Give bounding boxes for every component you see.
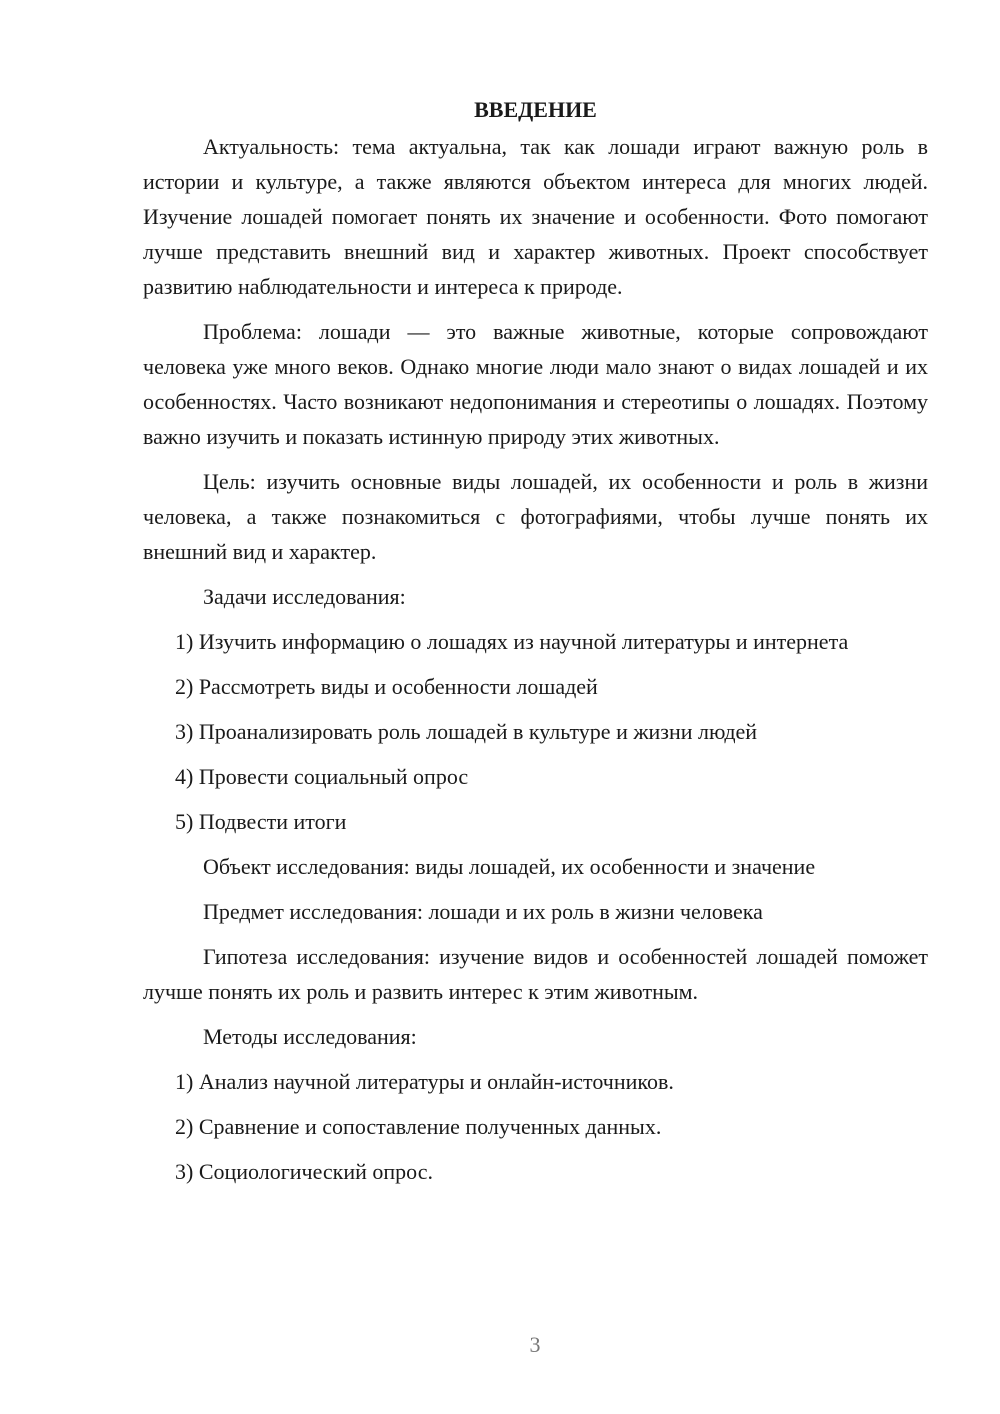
hypothesis-paragraph: Гипотеза исследования: изучение видов и особенностей лошадей поможет лучше понять их роль и развить интерес к этим животным. xyxy=(143,944,928,1004)
task-item: 2) Рассмотреть виды и особенности лошадей xyxy=(175,674,598,699)
research-subject: Предмет исследования: лошади и их роль в жизни человека xyxy=(203,899,763,924)
relevance-paragraph: Актуальность: тема актуальна, так как лошади играют важную роль в истории и культуре, а также являются объектом интереса для многих людей. Изучение лошадей помогает понять их значение и особенности. Фото помогают лучше представить внешний вид и характер животных. Проект способствует развитию наблюдательности и интереса к природе. xyxy=(143,134,928,299)
goal-paragraph: Цель: изучить основные виды лошадей, их особенности и роль в жизни человека, а также познакомиться с фотографиями, чтобы лучше понять их внешний вид и характер. xyxy=(143,469,928,564)
method-item: 1) Анализ научной литературы и онлайн-источников. xyxy=(175,1069,674,1094)
task-item: 5) Подвести итоги xyxy=(175,809,347,834)
task-item: 3) Проанализировать роль лошадей в культуре и жизни людей xyxy=(175,719,758,744)
method-item: 3) Социологический опрос. xyxy=(175,1159,433,1184)
page-number: 3 xyxy=(529,1332,541,1357)
problem-paragraph: Проблема: лошади — это важные животные, которые сопровождают человека уже много веков. Однако многие люди мало знают о видах лошадей и их особенностях. Часто возникают недопонимания и стереотипы о лошадях. Поэтому важно изучить и показать истинную природу этих животных. xyxy=(143,319,928,449)
task-item: 4) Провести социальный опрос xyxy=(175,764,469,789)
methods-heading: Методы исследования: xyxy=(203,1024,417,1049)
document-page xyxy=(143,92,928,1199)
section-title: ВВЕДЕНИЕ xyxy=(474,97,597,122)
research-object: Объект исследования: виды лошадей, их особенности и значение xyxy=(203,854,816,879)
task-item: 1) Изучить информацию о лошадях из научной литературы и интернета xyxy=(175,629,849,654)
method-item: 2) Сравнение и сопоставление полученных данных. xyxy=(175,1114,662,1139)
tasks-heading: Задачи исследования: xyxy=(203,584,406,609)
